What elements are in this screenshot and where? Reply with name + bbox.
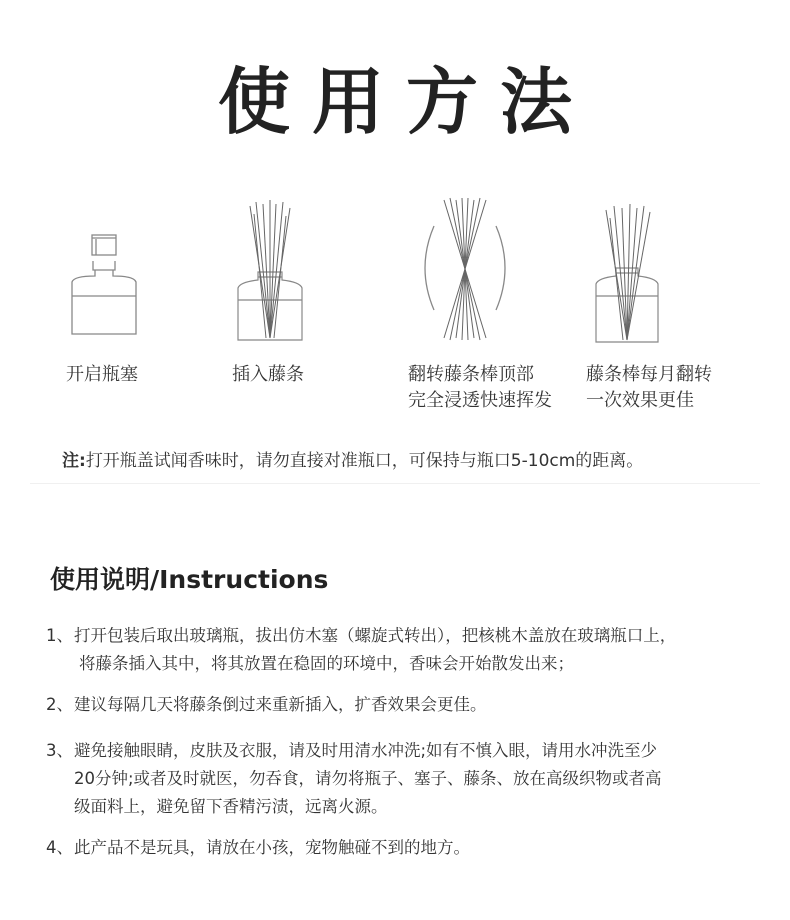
section-divider [30, 483, 760, 484]
step-caption-open [66, 362, 138, 388]
instruction-item-4 [46, 834, 470, 862]
insert-reeds-icon [228, 200, 312, 348]
caption-line: 藤条棒每月翻转 [586, 364, 712, 385]
usage-note [62, 449, 643, 473]
instruction-number: 3、 [46, 741, 73, 760]
instruction-item-1 [46, 622, 676, 678]
instruction-number: 4、 [46, 838, 73, 857]
instruction-number: 2、 [46, 695, 73, 714]
instruction-item-3 [46, 737, 662, 821]
instruction-item-2 [46, 691, 487, 719]
step-caption-flip [408, 362, 552, 414]
instruction-line: 20分钟;或者及时就医，勿吞食，请勿将瓶子、塞子、藤条、放在高级织物或者高 [74, 769, 662, 788]
flip-reeds-icon [420, 196, 510, 342]
instruction-line: 此产品不是玩具，请放在小孩，宠物触碰不到的地方。 [74, 838, 470, 857]
instruction-number: 1、 [46, 626, 73, 645]
step-caption-monthly [586, 362, 712, 414]
instructions-title: 使用说明/Instructions [50, 565, 329, 594]
instruction-line: 避免接触眼睛，皮肤及衣服，请及时用清水冲洗;如有不慎入眼，请用水冲洗至少 [74, 741, 658, 760]
note-label: 注: [62, 451, 86, 471]
instruction-line: 将藤条插入其中，将其放置在稳固的环境中，香味会开始散发出来； [79, 654, 574, 673]
page-title: 使用方法 [217, 60, 594, 144]
caption-line: 一次效果更佳 [586, 390, 694, 411]
bottle-reeds-icon [592, 204, 662, 348]
caption-line: 开启瓶塞 [66, 364, 138, 385]
caption-line: 翻转藤条棒顶部 [408, 364, 534, 385]
instruction-line: 建议每隔几天将藤条倒过来重新插入，扩香效果会更佳。 [74, 695, 487, 714]
caption-line: 完全浸透快速挥发 [408, 390, 552, 411]
step-caption-insert [232, 362, 304, 388]
caption-line: 插入藤条 [232, 364, 304, 385]
bottle-open-cap-icon [62, 230, 146, 345]
instruction-line: 打开包装后取出玻璃瓶，拔出仿木塞（螺旋式转出），把核桃木盖放在玻璃瓶口上， [74, 626, 677, 645]
instruction-line: 级面料上，避免留下香精污渍，远离火源。 [74, 797, 388, 816]
note-text: 打开瓶盖试闻香味时，请勿直接对准瓶口，可保持与瓶口5-10cm的距离。 [85, 451, 644, 471]
